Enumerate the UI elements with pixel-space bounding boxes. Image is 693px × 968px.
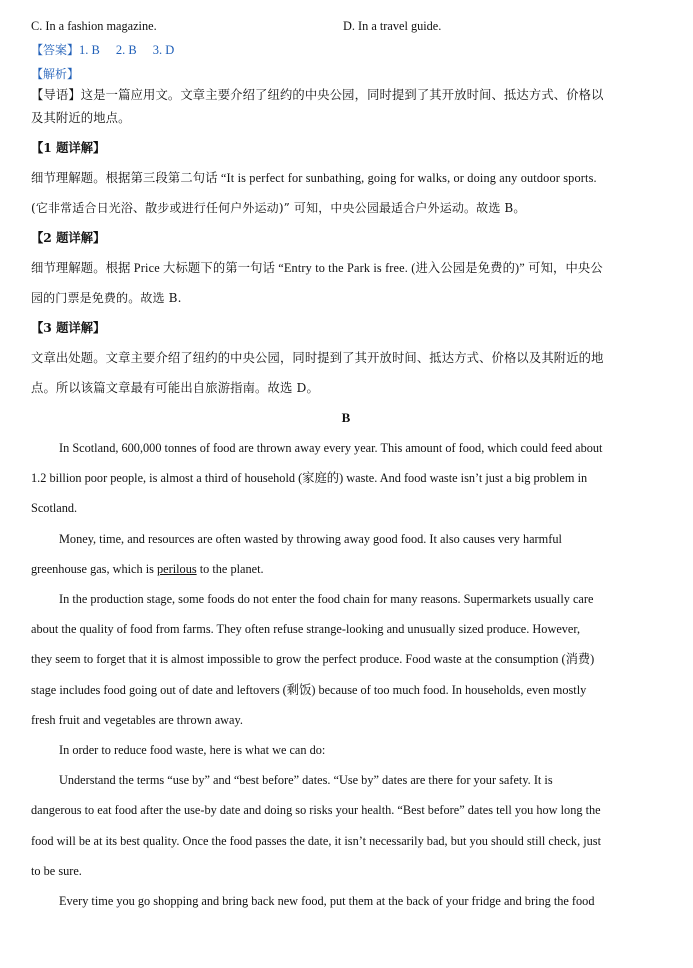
answer-3: 3. D xyxy=(152,43,175,57)
document-page xyxy=(31,14,661,916)
passage-line: 1.2 billion poor people, is almost a third of household (家庭的) waste. And food waste isn’t just a big problem in xyxy=(31,471,588,486)
option-d: D. In a travel guide. xyxy=(343,19,442,33)
q2-paragraph xyxy=(31,253,661,313)
guide-line-2: 及其附近的地点。 xyxy=(31,111,131,125)
q2-line-2: 园的门票是免费的。故选 B. xyxy=(31,291,182,305)
passage-text: greenhouse gas, which is xyxy=(31,561,158,576)
passage-line: Scotland. xyxy=(31,501,78,516)
q1-heading: 【1 题详解】 xyxy=(31,140,106,155)
guide-paragraph xyxy=(31,87,661,133)
passage-line: to be sure. xyxy=(31,863,82,878)
passage-line: stage includes food going out of date and leftovers (剩饭) because of too much food. In households, even mostly xyxy=(31,682,587,697)
answer-2: 2. B xyxy=(115,43,137,57)
passage-line: Understand the terms “use by” and “best before” dates. “Use by” dates are there for your safety. It is xyxy=(59,773,553,788)
q3-line-2: 点。所以该篇文章最有可能出自旅游指南。故选 D。 xyxy=(31,381,319,395)
passage-line: they seem to forget that it is almost impossible to grow the perfect produce. Food waste at the consumption (消费) xyxy=(31,652,595,667)
passage-line: Money, time, and resources are often wasted by throwing away good food. It also causes very harmful xyxy=(59,531,562,546)
q1-line-1: 细节理解题。根据第三段第二句话 “It is perfect for sunbathing, going for walks, or doing any outdoor sports. xyxy=(31,171,597,185)
passage-line: Every time you go shopping and bring back new food, put them at the back of your fridge and bring the food xyxy=(59,894,595,909)
passage-line: In the production stage, some foods do not enter the food chain for many reasons. Supermarkets usually care xyxy=(59,592,594,607)
analysis-label: 【解析】 xyxy=(31,67,80,81)
passage-line: food will be at its best quality. Once the food passes the date, it isn’t necessarily bad, but you should still check, just xyxy=(31,833,601,848)
passage-line xyxy=(31,554,661,584)
section-title: B xyxy=(341,410,351,425)
passage-line: about the quality of food from farms. They often refuse strange-looking and unusually sized produce. However, xyxy=(31,622,581,637)
passage-line: fresh fruit and vegetables are thrown away. xyxy=(31,712,243,727)
guide-line-1: 【导语】这是一篇应用文。文章主要介绍了纽约的中央公园，同时提到了其开放时间、抵达方式、价格以 xyxy=(31,88,604,102)
answer-1: 1. B xyxy=(79,43,100,57)
passage-line: In order to reduce food waste, here is what we can do: xyxy=(59,743,326,758)
answer-label: 【答案】 xyxy=(31,43,80,57)
passage-line: In Scotland, 600,000 tonnes of food are thrown away every year. This amount of food, which could feed about xyxy=(59,441,603,455)
q1-line-2: (它非常适合日光浴、散步或进行任何户外运动)” 可知，中央公园最适合户外运动。故选 B。 xyxy=(31,201,526,215)
underlined-word: perilous xyxy=(157,561,197,576)
passage-text: to the planet. xyxy=(196,561,264,576)
answer-options xyxy=(31,14,661,32)
option-c: C. In a fashion magazine. xyxy=(31,19,157,33)
q2-line-1: 细节理解题。根据 Price 大标题下的第一句话 “Entry to the Park is free. (进入公园是免费的)” 可知，中央公 xyxy=(31,261,603,275)
passage-line: dangerous to eat food after the use-by date and doing so risks your health. “Best before” dates tell you how long the xyxy=(31,803,601,818)
q3-heading: 【3 题详解】 xyxy=(31,320,106,335)
q3-line-1: 文章出处题。文章主要介绍了纽约的中央公园，同时提到了其开放时间、抵达方式、价格以及其附近的地 xyxy=(31,351,604,365)
q2-heading: 【2 题详解】 xyxy=(31,230,106,245)
q1-paragraph xyxy=(31,163,661,223)
q3-paragraph xyxy=(31,343,661,403)
answer-line xyxy=(31,39,661,61)
passage xyxy=(31,433,661,916)
